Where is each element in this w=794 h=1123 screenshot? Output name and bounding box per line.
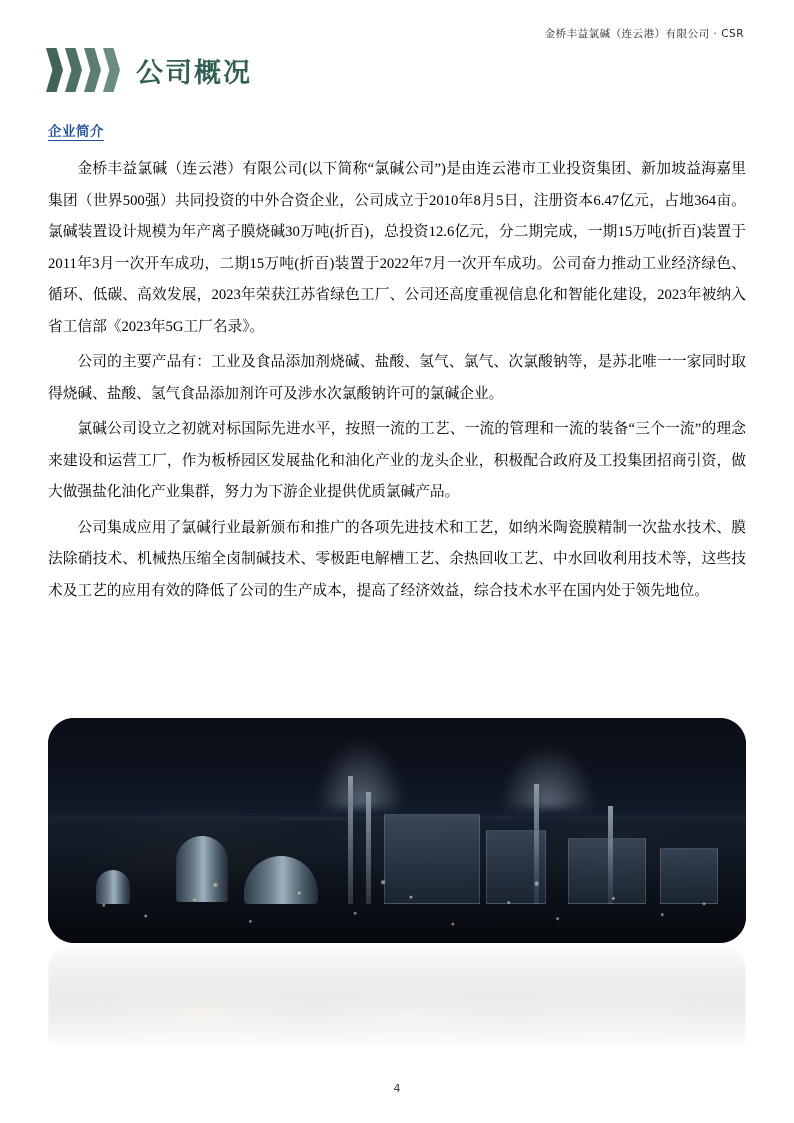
- paragraph: 公司的主要产品有：工业及食品添加剂烧碱、盐酸、氢气、氯气、次氯酸钠等，是苏北唯一一家同时取得烧碱、盐酸、氢气食品添加剂许可及涉水次氯酸钠许可的氯碱企业。: [48, 354, 746, 402]
- chevron-ornament-icon: [46, 48, 122, 92]
- paragraph: 金桥丰益氯碱（连云港）有限公司(以下简称“氯碱公司”)是由连云港市工业投资集团、新加坡益海嘉里集团（世界500强）共同投资的中外合资企业，公司成立于2010年8月5日，注册资本6.47亿元，占地364亩。氯碱装置设计规模为年产离子膜烧碱30万吨(折百)，总投资12.6亿元，分二期完成，一期15万吨(折百)装置于2011年3月一次开车成功，二期15万吨(折百)装置于2022年7月一次开车成功。公司奋力推动工业经济绿色、循环、低碳、高效发展，2023年荣获江苏省绿色工厂、公司还高度重视信息化和智能化建设，2023年被纳入省工信部《2023年5G工厂名录》。: [48, 161, 746, 335]
- subheading: 企业简介: [48, 124, 104, 140]
- chevron-icon: [84, 48, 101, 92]
- plant-night-photo: [48, 718, 746, 943]
- section-header: [46, 44, 252, 96]
- body-content: [48, 120, 746, 611]
- page-title: 公司概况: [136, 57, 252, 89]
- chevron-icon: [46, 48, 63, 92]
- running-head: 金桥丰益氯碱（连云港）有限公司 · CSR: [544, 28, 744, 40]
- paragraph: 公司集成应用了氯碱行业最新颁布和推广的各项先进技术和工艺，如纳米陶瓷膜精制一次盐水技术、膜法除硝技术、机械热压缩全卤制碱技术、零极距电解槽工艺、余热回收工艺、中水回收利用技术等，这些技术及工艺的应用有效的降低了公司的生产成本，提高了经济效益，综合技术水平在国内处于领先地位。: [48, 519, 746, 599]
- figure: [48, 718, 746, 1048]
- photo-steam-plume: [500, 744, 596, 808]
- photo-reflection: [48, 943, 746, 1048]
- chevron-icon: [65, 48, 82, 92]
- page-number: 4: [393, 1082, 401, 1095]
- photo-lights: [48, 808, 746, 943]
- photo-steam-plume: [316, 738, 406, 808]
- paragraph: 氯碱公司设立之初就对标国际先进水平，按照一流的工艺、一流的管理和一流的装备“三个一流”的理念来建设和运营工厂，作为板桥园区发展盐化和油化产业的龙头企业，积极配合政府及工投集团招商引资，做大做强盐化油化产业集群，努力为下游企业提供优质氯碱产品。: [48, 421, 746, 500]
- chevron-icon: [103, 48, 120, 92]
